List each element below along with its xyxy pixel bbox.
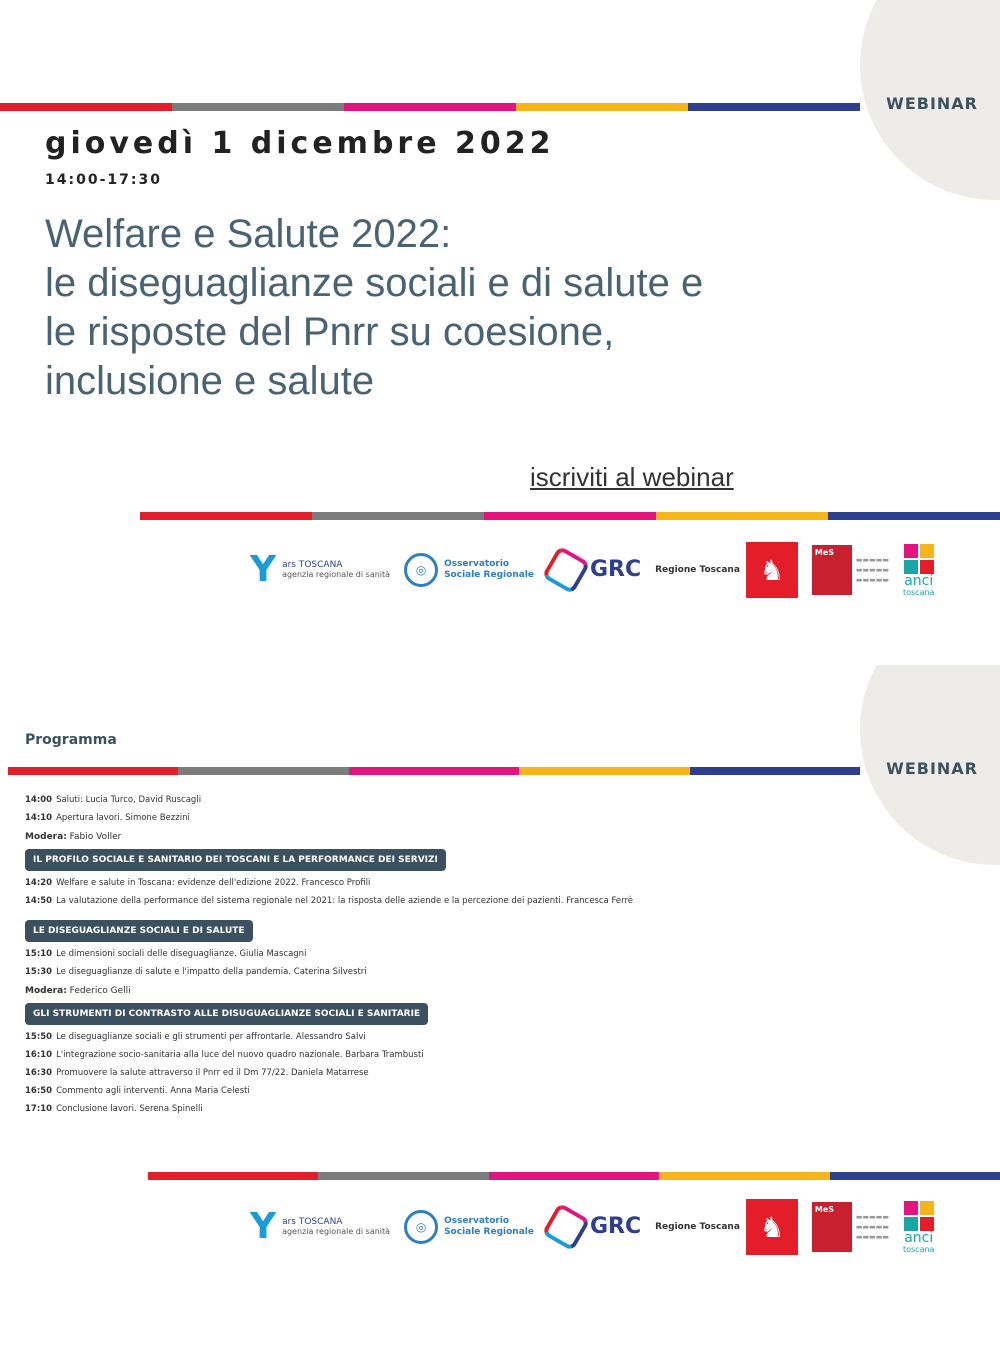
- title-line: le diseguaglianze sociali e di salute e: [45, 261, 704, 305]
- ars-figure-icon: Y: [250, 1206, 277, 1247]
- regione-toscana-logo: [655, 542, 798, 598]
- anci-squares-icon: [904, 1201, 934, 1231]
- anci-name: anci: [904, 572, 934, 589]
- ars-sub: agenzia regionale di sanità: [282, 1227, 391, 1236]
- rt-name: Regione Toscana: [655, 1222, 740, 1232]
- osr-line2: Sociale Regionale: [444, 1227, 534, 1237]
- anci-toscana-logo: [903, 544, 934, 597]
- anci-squares-icon: [904, 544, 934, 574]
- agenda-item: 14:50 La valutazione della performance del sistema regionale nel 2021: la risposta delle aziende e la percezione dei pazienti. Francesca Ferrè: [25, 896, 634, 906]
- register-webinar-link[interactable]: iscriviti al webinar: [530, 462, 734, 492]
- flyer-page-2: [0, 665, 1000, 1357]
- title-line: inclusione e salute: [45, 359, 375, 403]
- event-title: [45, 210, 845, 406]
- anci-name: anci: [904, 1229, 934, 1246]
- grc-name: GRC: [589, 1214, 642, 1239]
- ars-toscana-logo: [250, 1206, 391, 1247]
- session-header: IL PROFILO SOCIALE E SANITARIO DEI TOSCANI E LA PERFORMANCE DEI SERVIZI: [25, 849, 446, 871]
- ars-name: ars TOSCANA: [282, 560, 343, 570]
- anci-toscana-logo: [903, 1201, 934, 1254]
- agenda-item: 15:10 Le dimensioni sociali delle diseguaglianze. Giulia Mascagni: [25, 949, 307, 959]
- agenda-item: 14:00 Saluti: Lucia Turco, David Ruscagli: [25, 795, 202, 805]
- programme-heading: Programma: [25, 732, 117, 748]
- mes-name: MeS: [812, 545, 852, 595]
- ars-name: ars TOSCANA: [282, 1217, 343, 1227]
- session-header: GLI STRUMENTI DI CONTRASTO ALLE DISUGUAGLIANZE SOCIALI E SANITARIE: [25, 1003, 428, 1025]
- webinar-tag: WEBINAR: [886, 94, 978, 113]
- hexagon-icon: [541, 1202, 590, 1251]
- agenda-item: 17:10 Conclusione lavori. Serena Spinelli: [25, 1104, 203, 1114]
- ars-toscana-logo: [250, 549, 391, 590]
- agenda-item: 15:50 Le diseguaglianze sociali e gli strumenti per affrontarle. Alessandro Salvi: [25, 1032, 366, 1042]
- osservatorio-logo: [404, 1210, 534, 1244]
- ars-sub: agenzia regionale di sanità: [282, 570, 391, 579]
- color-stripe-top: [0, 103, 860, 111]
- mes-lines-decoration: ▬▬▬▬▬ ▬▬▬▬▬ ▬▬▬▬▬: [855, 556, 889, 584]
- anci-sub: toscana: [902, 587, 935, 597]
- title-line: le risposte del Pnrr su coesione,: [45, 310, 615, 354]
- osr-line1: Osservatorio: [444, 559, 510, 569]
- partner-logos: [250, 535, 934, 605]
- osr-line1: Osservatorio: [444, 1216, 510, 1226]
- grc-logo: [548, 552, 641, 588]
- regione-toscana-logo: [655, 1199, 798, 1255]
- mes-lines-decoration: ▬▬▬▬▬ ▬▬▬▬▬ ▬▬▬▬▬: [855, 1213, 889, 1241]
- agenda-item: 14:20 Welfare e salute in Toscana: evidenze dell'edizione 2022. Francesco Profili: [25, 878, 371, 888]
- partner-logos: [250, 1192, 934, 1262]
- moderator-line: Modera: Federico Gelli: [25, 986, 131, 996]
- flyer-page-1: [0, 0, 1000, 660]
- title-line: Welfare e Salute 2022:: [45, 212, 452, 256]
- grc-logo: [548, 1209, 641, 1245]
- agenda-item: 16:30 Promuovere la salute attraverso il Pnrr ed il Dm 77/22. Daniela Matarrese: [25, 1068, 369, 1078]
- grc-name: GRC: [589, 557, 642, 582]
- webinar-tag: WEBINAR: [886, 759, 978, 778]
- color-stripe-top: [8, 767, 860, 775]
- color-stripe-bottom: [148, 1172, 1000, 1180]
- mes-logo: [812, 545, 889, 595]
- rt-name: Regione Toscana: [655, 565, 740, 575]
- agenda-item: 15:30 Le diseguaglianze di salute e l'impatto della pandemia. Caterina Silvestri: [25, 967, 367, 977]
- mes-logo: [812, 1202, 889, 1252]
- globe-icon: ◎: [404, 553, 438, 587]
- mes-name: MeS: [812, 1202, 852, 1252]
- pegasus-flag-icon: ♞: [746, 1199, 798, 1255]
- osservatorio-logo: [404, 553, 534, 587]
- agenda: [25, 791, 885, 1118]
- event-time: 14:00-17:30: [45, 172, 162, 188]
- session-header: LE DISEGUAGLIANZE SOCIALI E DI SALUTE: [25, 920, 253, 942]
- event-date: giovedì 1 dicembre 2022: [45, 126, 555, 161]
- osr-line2: Sociale Regionale: [444, 570, 534, 580]
- ars-figure-icon: Y: [250, 549, 277, 590]
- anci-sub: toscana: [902, 1244, 935, 1254]
- moderator-line: Modera: Fabio Voller: [25, 832, 122, 842]
- pegasus-flag-icon: ♞: [746, 542, 798, 598]
- agenda-item: 16:50 Commento agli interventi. Anna Maria Celesti: [25, 1086, 250, 1096]
- agenda-item: 14:10 Apertura lavori. Simone Bezzini: [25, 813, 190, 823]
- agenda-item: 16:10 L'integrazione socio-sanitaria alla luce del nuovo quadro nazionale. Barbara Trambusti: [25, 1050, 424, 1060]
- hexagon-icon: [541, 545, 590, 594]
- color-stripe-middle: [140, 512, 1000, 520]
- globe-icon: ◎: [404, 1210, 438, 1244]
